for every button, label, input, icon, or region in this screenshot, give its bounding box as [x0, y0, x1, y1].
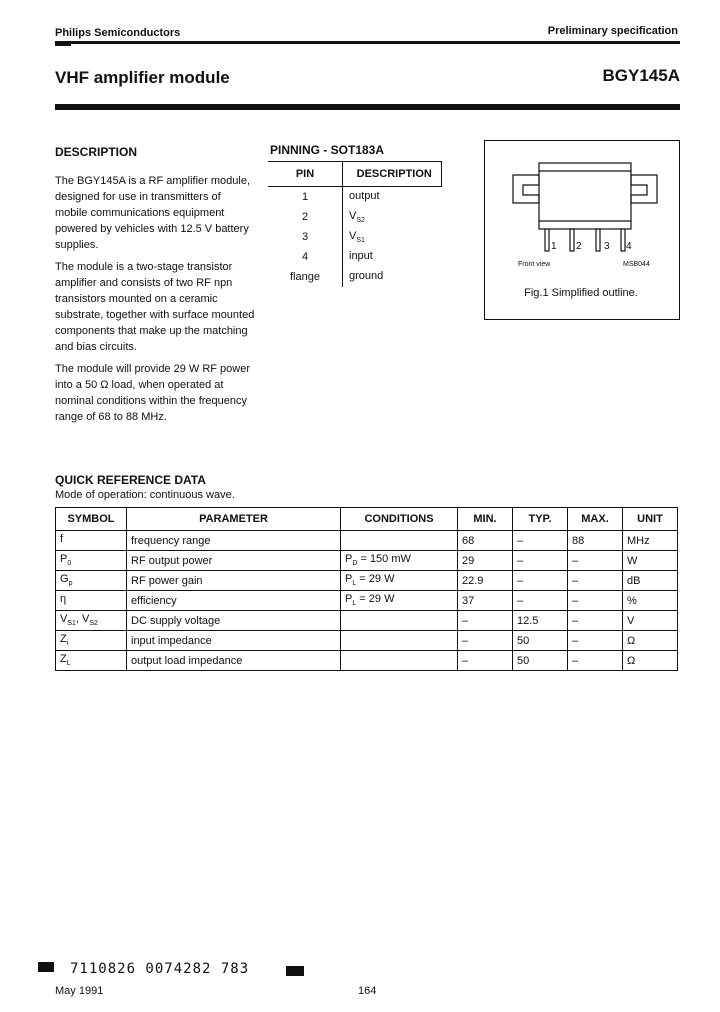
condition-value: = 29 W — [356, 593, 395, 606]
pin-description-subscript: S1 — [356, 237, 365, 245]
right-flange-shape — [631, 175, 657, 203]
symbol-cell — [56, 571, 127, 591]
condition-subscript: L — [352, 580, 357, 588]
package-body-shape — [539, 163, 631, 229]
quick-reference-table — [55, 507, 678, 671]
pin-description — [343, 227, 442, 247]
parameter-cell: frequency range — [127, 531, 341, 551]
footer-mark — [286, 966, 304, 976]
conditions-cell — [341, 631, 458, 651]
pin-label: 4 — [626, 241, 632, 252]
symbol-cell — [56, 551, 127, 571]
symbol-text: Z — [60, 653, 67, 666]
symbol-subscript: S1 — [67, 620, 76, 628]
column-header: UNIT — [623, 508, 678, 531]
min-cell: – — [458, 631, 513, 651]
pin-1-lead — [545, 229, 549, 251]
pin-number: 3 — [268, 227, 343, 247]
pin-description — [343, 187, 442, 208]
conditions-cell — [341, 651, 458, 671]
condition-subscript: D — [352, 560, 358, 568]
pin-row — [268, 247, 441, 267]
symbol-text-2: , V — [75, 613, 90, 626]
condition-symbol: P — [345, 553, 353, 566]
document-status: Preliminary specification — [547, 25, 678, 37]
max-cell: – — [568, 631, 623, 651]
unit-cell: W — [623, 551, 678, 571]
table-row — [56, 571, 678, 591]
pin-label: 1 — [551, 241, 557, 252]
header-rule-tick — [55, 44, 71, 46]
table-row — [56, 531, 678, 551]
description-column-header: DESCRIPTION — [343, 162, 442, 187]
pin-number: flange — [268, 267, 343, 287]
max-cell: – — [568, 551, 623, 571]
parameter-cell: RF output power — [127, 551, 341, 571]
conditions-cell — [341, 571, 458, 591]
pin-description-text: ground — [349, 269, 384, 282]
symbol-text: P — [60, 553, 68, 566]
figure-code: MSB044 — [623, 261, 650, 268]
table-row — [56, 651, 678, 671]
min-cell: 68 — [458, 531, 513, 551]
unit-cell: Ω — [623, 631, 678, 651]
column-header: TYP. — [513, 508, 568, 531]
symbol-text: G — [60, 573, 69, 586]
page-number: 164 — [358, 985, 377, 997]
pin-description — [343, 207, 442, 227]
max-cell: – — [568, 611, 623, 631]
pin-description — [343, 267, 442, 287]
pin-row — [268, 227, 441, 247]
typ-cell: – — [513, 531, 568, 551]
description-heading: DESCRIPTION — [55, 145, 138, 159]
min-cell: 37 — [458, 591, 513, 611]
footer-mark — [38, 962, 54, 972]
barcode-number: 7110826 0074282 783 — [70, 961, 250, 977]
max-cell: – — [568, 571, 623, 591]
pin-description — [343, 247, 442, 267]
description-paragraph: The BGY145A is a RF amplifier module, designed for use in transmitters of mobile communications equipment powered by vehicles with 12.5 V battery supplies. — [55, 175, 251, 251]
condition-value: = 29 W — [356, 573, 395, 586]
max-cell: 88 — [568, 531, 623, 551]
max-cell: – — [568, 591, 623, 611]
quick-reference-heading: QUICK REFERENCE DATA — [55, 473, 206, 487]
conditions-cell — [341, 611, 458, 631]
parameter-cell: input impedance — [127, 631, 341, 651]
title-rule — [55, 104, 680, 110]
front-view-label: Front view — [518, 261, 551, 268]
parameter-cell: efficiency — [127, 591, 341, 611]
pin-description-text: V — [349, 209, 357, 222]
quick-reference-subheading: Mode of operation: continuous wave. — [55, 489, 235, 501]
symbol-cell — [56, 591, 127, 611]
typ-cell: – — [513, 591, 568, 611]
header-rule — [55, 41, 680, 44]
unit-cell: MHz — [623, 531, 678, 551]
min-cell: – — [458, 611, 513, 631]
pin-row — [268, 267, 441, 287]
pin-description-text: output — [349, 189, 380, 202]
max-cell: – — [568, 651, 623, 671]
pin-number: 2 — [268, 207, 343, 227]
typ-cell: 50 — [513, 651, 568, 671]
symbol-cell — [56, 631, 127, 651]
symbol-cell — [56, 651, 127, 671]
symbol-text: Z — [60, 633, 67, 646]
parameter-cell: DC supply voltage — [127, 611, 341, 631]
unit-cell: % — [623, 591, 678, 611]
pin-label: 2 — [576, 241, 582, 252]
condition-value: = 150 mW — [357, 553, 411, 566]
min-cell: – — [458, 651, 513, 671]
symbol-subscript: 0 — [67, 560, 72, 568]
pin-row — [268, 187, 441, 208]
description-section — [55, 144, 255, 425]
conditions-cell — [341, 531, 458, 551]
unit-cell: Ω — [623, 651, 678, 671]
unit-cell: dB — [623, 571, 678, 591]
typ-cell: 12.5 — [513, 611, 568, 631]
part-number: BGY145A — [602, 66, 680, 85]
pinning-heading: PINNING - SOT183A — [270, 143, 385, 157]
conditions-cell — [341, 591, 458, 611]
condition-symbol: P — [345, 573, 353, 586]
symbol-text: f — [60, 533, 64, 546]
typ-cell: – — [513, 571, 568, 591]
pin-description-text: V — [349, 229, 357, 242]
min-cell: 29 — [458, 551, 513, 571]
symbol-text: V — [60, 613, 68, 626]
table-row — [56, 631, 678, 651]
description-paragraph: The module will provide 29 W RF power into a 50 Ω load, when operated at nominal conditions within the frequency range of 68 to 88 MHz. — [55, 363, 251, 423]
symbol-subscript: L — [66, 660, 71, 668]
pin-column-header: PIN — [268, 162, 343, 187]
description-paragraph: The module is a two-stage transistor amplifier and consists of two RF npn transistors mounted on a ceramic substrate, together with surface mounted components that make up the matching and bias circuits. — [55, 261, 255, 353]
conditions-cell — [341, 551, 458, 571]
typ-cell: – — [513, 551, 568, 571]
symbol-subscript-2: S2 — [89, 620, 98, 628]
footer-date: May 1991 — [55, 985, 104, 997]
pin-description-text: input — [349, 249, 373, 262]
column-header: CONDITIONS — [341, 508, 458, 531]
column-header: SYMBOL — [56, 508, 127, 531]
typ-cell: 50 — [513, 631, 568, 651]
symbol-cell — [56, 611, 127, 631]
column-header: PARAMETER — [127, 508, 341, 531]
table-row — [56, 551, 678, 571]
pin-description-subscript: S2 — [356, 217, 365, 225]
pin-label: 3 — [604, 241, 610, 252]
table-row — [56, 611, 678, 631]
symbol-text: η — [60, 593, 67, 606]
condition-subscript: L — [352, 600, 357, 608]
figure-caption: Fig.1 Simplified outline. — [524, 287, 638, 299]
table-row — [56, 591, 678, 611]
symbol-subscript: p — [68, 580, 73, 588]
pinning-table — [268, 161, 442, 287]
symbol-subscript: i — [66, 640, 69, 648]
pin-3-lead — [596, 229, 600, 251]
column-header: MAX. — [568, 508, 623, 531]
page-title: VHF amplifier module — [55, 68, 230, 87]
left-flange-shape — [513, 175, 539, 203]
parameter-cell: output load impedance — [127, 651, 341, 671]
unit-cell: V — [623, 611, 678, 631]
min-cell: 22.9 — [458, 571, 513, 591]
company-name: Philips Semiconductors — [55, 27, 181, 39]
pin-number: 4 — [268, 247, 343, 267]
pin-4-lead — [621, 229, 625, 251]
symbol-cell — [56, 531, 127, 551]
pin-row — [268, 207, 441, 227]
column-header: MIN. — [458, 508, 513, 531]
condition-symbol: P — [345, 593, 353, 606]
pin-2-lead — [570, 229, 574, 251]
pin-number: 1 — [268, 187, 343, 208]
parameter-cell: RF power gain — [127, 571, 341, 591]
